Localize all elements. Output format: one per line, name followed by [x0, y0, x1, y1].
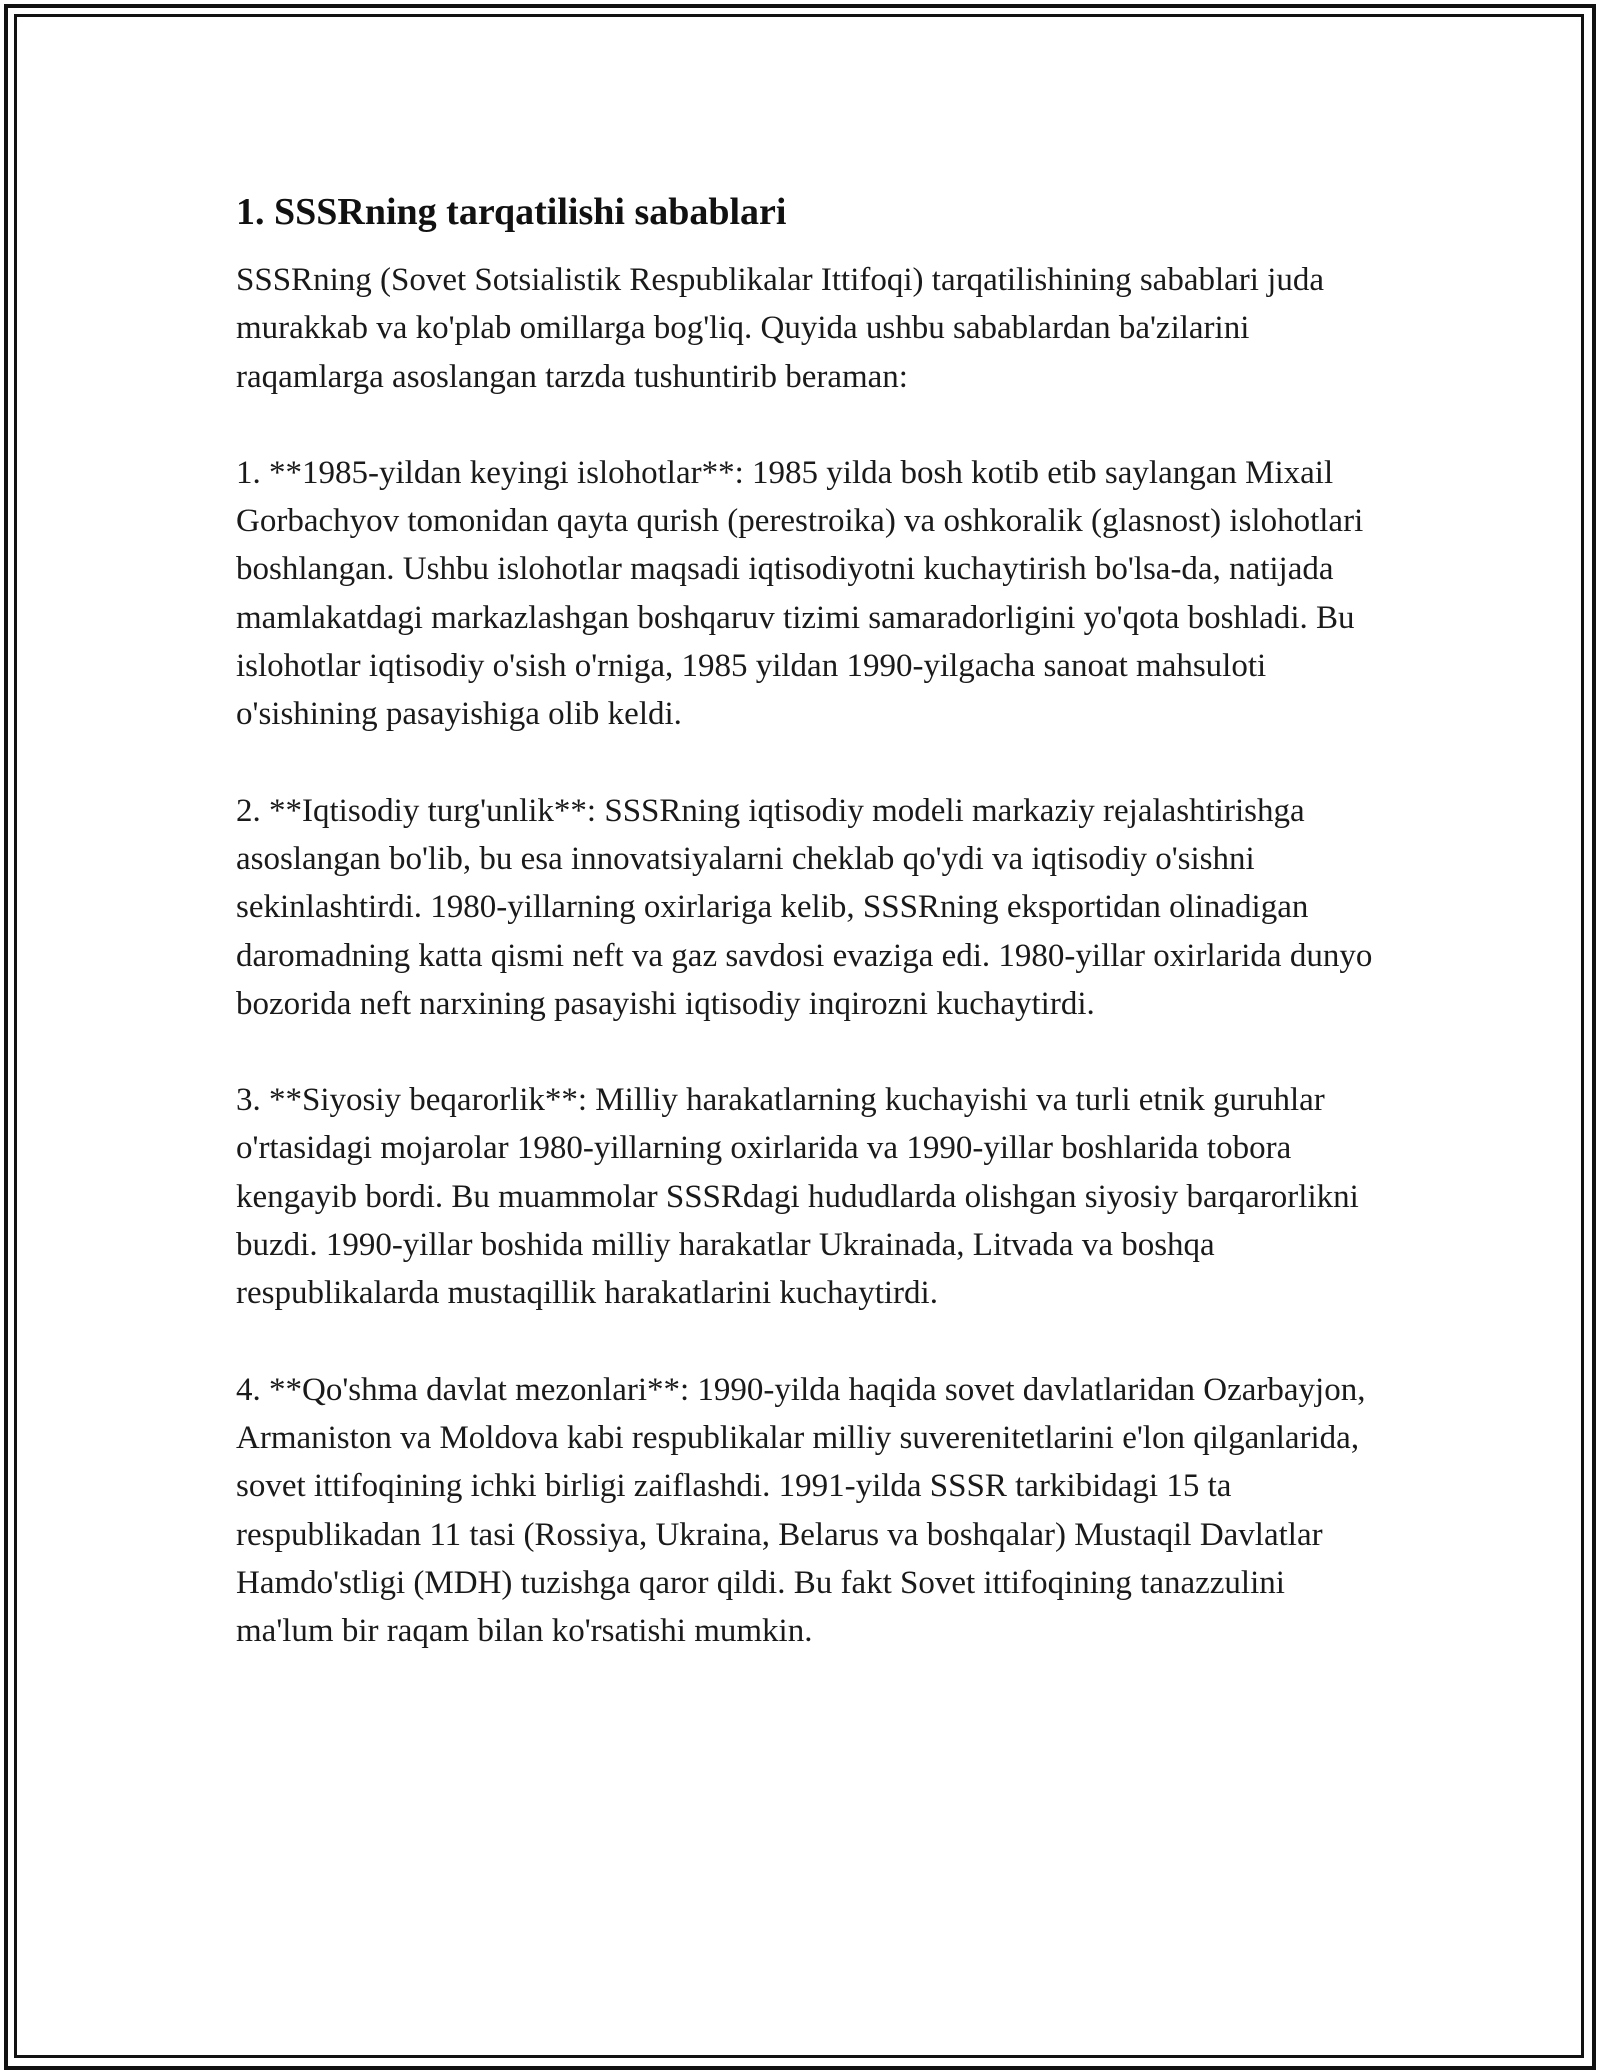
document-title: 1. SSSRning tarqatilishi sabablari: [236, 191, 787, 233]
reason-2-paragraph: 2. **Iqtisodiy turg'unlik**: SSSRning iqtisodiy modeli markaziy rejalashtirishga asoslangan bo'lib, bu esa innovatsiyalarni cheklab qo'ydi va iqtisodiy o'sishni sekinlashtirdi. 1980-yillarning oxirlariga kelib, SSSRning eksportidan olinadigan daromadning katta qismi neft va gaz savdosi evaziga edi. 1980-yillar oxirlarida dunyo bozorida neft narxining pasayishi iqtisodiy inqirozni kuchaytirdi.: [236, 792, 1373, 1022]
reason-4-paragraph: 4. **Qo'shma davlat mezonlari**: 1990-yilda haqida sovet davlatlaridan Ozarbayjon, Armaniston va Moldova kabi respublikalar milliy suverenitetlarini e'lon qilganlarida, sovet ittifoqining ichki birligi zaiflashdi. 1991-yilda SSSR tarkibidagi 15 ta respublikadan 11 tasi (Rossiya, Ukraina, Belarus va boshqalar) Mustaqil Davlatlar Hamdo'stligi (MDH) tuzishga qaror qildi. Bu fakt Sovet ittifoqining tanazzulini ma'lum bir raqam bilan ko'rsatishi mumkin.: [236, 1371, 1366, 1650]
reason-1-paragraph: 1. **1985-yildan keyingi islohotlar**: 1985 yilda bosh kotib etib saylangan Mixail Gorbachyov tomonidan qayta qurish (perestroika) va oshkoralik (glasnost) islohotlari boshlangan. Ushbu islohotlar maqsadi iqtisodiyotni kuchaytirish bo'lsa-da, natijada mamlakatdagi markazlashgan boshqaruv tizimi samaradorligini yo'qota boshladi. Bu islohotlar iqtisodiy o'sish o'rniga, 1985 yildan 1990-yilgacha sanoat mahsuloti o'sishining pasayishiga olib keldi.: [236, 454, 1364, 733]
reason-3-paragraph: 3. **Siyosiy beqarorlik**: Milliy harakatlarning kuchayishi va turli etnik guruhlar o'rtasidagi mojarolar 1980-yillarning oxirlarida va 1990-yillar boshlarida tobora kengayib bordi. Bu muammolar SSSRdagi hududlarda olishgan siyosiy barqarorlikni buzdi. 1990-yillar boshida milliy harakatlar Ukrainada, Litvada va boshqa respublikalarda mustaqillik harakatlarini kuchaytirdi.: [236, 1082, 1359, 1312]
document-body: [236, 186, 1376, 1703]
intro-paragraph: SSSRning (Sovet Sotsialistik Respublikalar Ittifoqi) tarqatilishining sabablari juda murakkab va ko'plab omillarga bog'liq. Quyida ushbu sabablardan ba'zilarini raqamlarga asoslangan tarzda tushuntirib beraman:: [236, 262, 1325, 395]
